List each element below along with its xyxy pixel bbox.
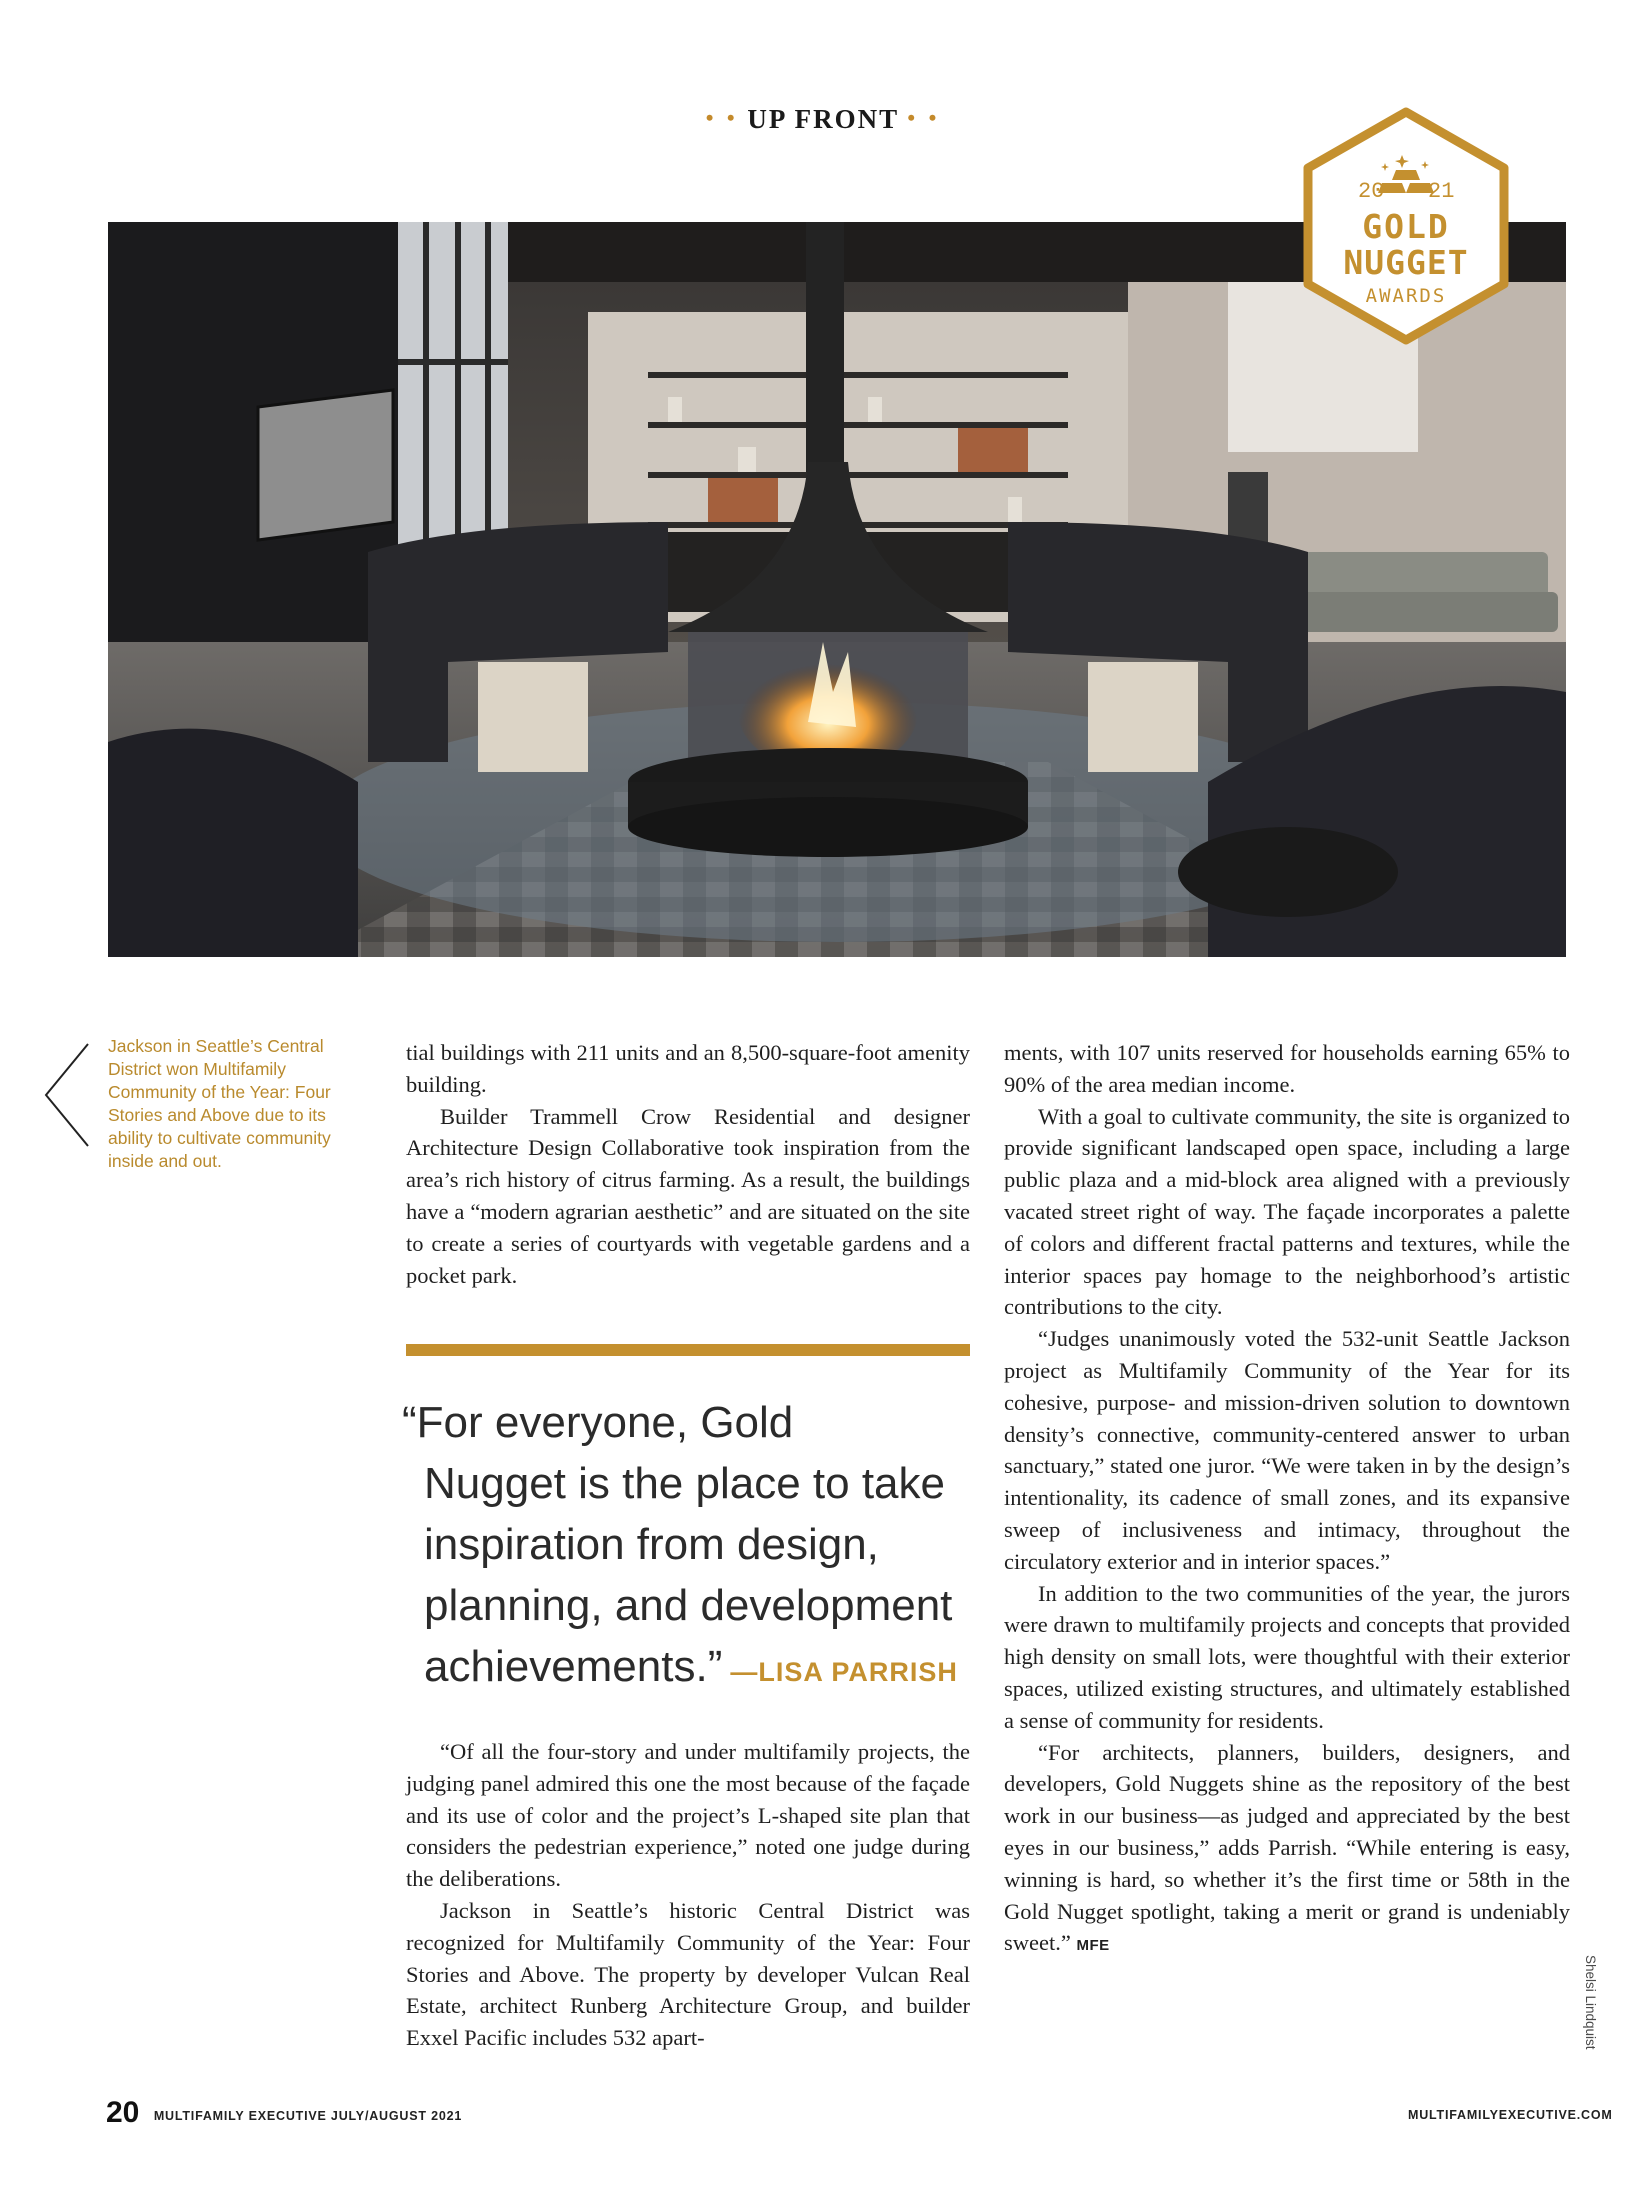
pull-quote-rule — [406, 1344, 970, 1356]
pull-quote-line: planning, and development — [424, 1581, 953, 1630]
caption-arrow-icon — [40, 1040, 94, 1150]
footer-left — [106, 2096, 462, 2130]
pull-quote-line: inspiration from design, — [424, 1520, 879, 1569]
badge-line-awards: AWARDS — [1365, 285, 1447, 307]
photo-credit: Shelsi Lindquist — [1583, 1955, 1598, 2050]
article-column-right — [1004, 1037, 1570, 1962]
paragraph: In addition to the two communities of the year, the jurors were drawn to multifamily projects and concepts that provided high density on small lots, were thoughtful with their exterior spaces, utilized existing structures, and ultimately established a sense of community for residents. — [1004, 1580, 1570, 1733]
footer-publication: MULTIFAMILY EXECUTIVE JULY/AUGUST 2021 — [153, 2109, 463, 2123]
badge-line-gold: GOLD — [1362, 207, 1450, 246]
pull-quote-line: Nugget is the place to take — [424, 1459, 945, 1508]
badge-year-right: 21 — [1428, 179, 1455, 204]
pull-quote-attribution: —LISA PARRISH — [730, 1657, 958, 1687]
end-mark: MFE — [1076, 1937, 1110, 1955]
paragraph: With a goal to cultivate community, the site is organized to provide significant landscaped open space, including a large public plaza and a mid-block area aligned with a previously vacated street right of way. The façade incorporates a palette of colors and different fractal patterns and textures, while the interior spaces pay homage to the neighborhood’s artistic contributions to the city. — [1004, 1103, 1570, 1320]
pull-quote — [402, 1392, 982, 1703]
paragraph: ments, with 107 units reserved for households earning 65% to 90% of the area median income. — [1004, 1040, 1570, 1097]
header-dots-left: • • — [705, 105, 739, 130]
photo-caption: Jackson in Seattle’s Central District won Multifamily Community of the Year: Four Stories and Above due to its ability to cultivate community inside and out. — [108, 1036, 331, 1171]
section-title: UP FRONT — [747, 104, 899, 134]
badge-year-left: 20 — [1358, 179, 1385, 204]
article-column-middle-top — [406, 1037, 970, 1291]
paragraph: “Judges unanimously voted the 532-unit Seattle Jackson project as Multifamily Community of the Year for its cohesive, purpose- and mission-driven solution to downtown density’s connective, community-centered answer to urban sanctuary,” stated one juror. “We were taken in by the design’s intentionality, its cadence of small zones, and its expansive sweep of inclusiveness and intimacy, throughout the circulatory exterior and in interior spaces.” — [1004, 1326, 1570, 1574]
paragraph: Jackson in Seattle’s historic Central District was recognized for Multifamily Community of the Year: Four Stories and Above. The property by developer Vulcan Real Estate, architect Runberg Architecture Group, and builder Exxel Pacific includes 532 apart- — [406, 1897, 970, 2051]
paragraph: Builder Trammell Crow Residential and designer Architecture Design Collaborative took inspiration from the area’s rich history of citrus farming. As a result, the buildings have a “modern agrarian aesthetic” and are situated on the site to create a series of courtyards with vegetable gardens and a pocket park. — [406, 1103, 970, 1288]
pull-quote-line: “For everyone, Gold — [402, 1398, 794, 1447]
paragraph-last — [1004, 1737, 1570, 1963]
page-number: 20 — [106, 2096, 140, 2129]
pull-quote-line: achievements.” — [424, 1642, 723, 1691]
gold-nugget-badge — [1300, 106, 1512, 346]
footer-website: MULTIFAMILYEXECUTIVE.COM — [1408, 2108, 1613, 2122]
paragraph: “Of all the four-story and under multifamily projects, the judging panel admired this one the most because of the façade and its use of color and the project’s L-shaped site plan that considers the pedestrian experience,” noted one judge during the deliberations. — [406, 1739, 970, 1892]
badge-line-nugget: NUGGET — [1343, 243, 1469, 282]
header-dots-right: • • — [907, 105, 941, 130]
paragraph-text: “For architects, planners, builders, designers, and developers, Gold Nuggets shine as the repository of the best work in our business—as judged and appreciated by the best eyes in our business,” adds Parrish. “While entering is easy, winning is hard, so whether it’s the first time or 58th in the Gold Nugget spotlight, taking a merit or grand is undeniably sweet.” — [1004, 1739, 1570, 1956]
article-column-middle-bottom — [406, 1736, 970, 2054]
paragraph: tial buildings with 211 units and an 8,500-square-foot amenity building. — [406, 1040, 970, 1097]
